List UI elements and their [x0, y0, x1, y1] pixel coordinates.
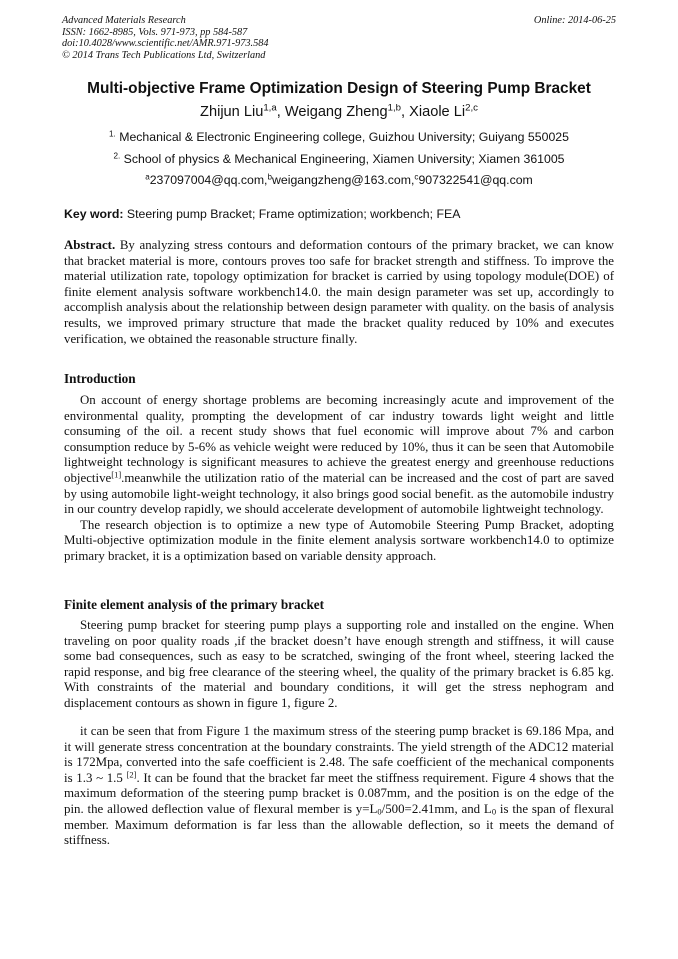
abstract: [64, 238, 614, 347]
journal-header: [62, 15, 616, 61]
introduction-body: [64, 393, 614, 565]
fea-paragraph-1: Steering pump bracket for steering pump plays a supporting role and installed on the engine. When traveling on poor quality roads ,if the bracket doesn’t have enough strength and stiffness, it will cause some bad consequences, such as easy to be scratched, swinging of the front wheel, steering lacked the rapid response, and big free clearance of the steering wheel, the quality of the primary bracket is 6.85 kg. With constraints of the material and boundary conditions, it will get the stress nephogram and displacement contours as shown in figure 1, figure 2.: [64, 618, 614, 710]
issn-line: ISSN: 1662-8985, Vols. 971-973, pp 584-587: [62, 26, 248, 38]
abstract-text: By analyzing stress contours and deformation contours of the primary bracket, we can know that bracket material is more, contours proves too safe for bracket strength and stiffness. To improve the material utilization rate, topology optimization for bracket is carried by using topology module(DOE) of finite element analysis software workbench14.0. the main design parameter was set up, accordingly to accomplish analysis about the relationship between design parameter with quality. on the basis of analysis results, we improved primary structure that made the bracket quality reduced by 10% and executes verification, we obtained the reasonable structure finally.: [64, 238, 614, 346]
email-list: [40, 173, 638, 187]
author-name: Zhijun Liu: [200, 104, 264, 120]
affiliation-2: $^{2.}$ School of physics & Mechanical Engineering, Xiamen University; Xiamen 361005: [113, 151, 565, 166]
journal-name: Advanced Materials Research: [62, 15, 186, 26]
author-affiliation-mark: 1,a: [263, 102, 277, 114]
author-name: Xiaole Li: [409, 104, 466, 120]
intro-paragraph-1: On account of energy shortage problems are becoming increasingly acute and improvement of the environmental quality, prompting the development of car industry towards light weight and little consuming of the oil. a recent study shows that fuel economic will improve about 7% and carbon consumption reduce by 5-6% as vehicle weight were reduced by 10%, thus it can be seen that Automobile lightweight technology is significant measures to achieve the greatest energy and greenhouse reductions objective[1].meanwhile the utilization ratio of the material can be increased and the cost of part are saved by using automobile light-weight technology, it also brings good social benefit. as the automobile industry in our country develop rapidly, we should accelerate development of automobile lightweight technology.: [64, 393, 614, 517]
keywords-line: [64, 207, 616, 221]
fea-body: [64, 618, 614, 712]
intro-paragraph-2: The research objection is to optimize a new type of Automobile Steering Pump Bracket, adopting Multi-objective optimization module in the finite element analysis sortware workbench14.0 to optimize primary bracket, it is a optimization based on variable density approach.: [64, 517, 614, 563]
affiliation-mark: 1.: [109, 129, 116, 139]
citation-ref[interactable]: [2]: [126, 769, 137, 780]
author-affiliation-mark: 1,b: [387, 102, 401, 114]
email-address[interactable]: 237097004@qq.com,: [149, 173, 268, 187]
online-date: Online: 2014-06-25: [533, 15, 616, 26]
author-affiliation-mark: 2,c: [465, 102, 478, 114]
affiliation-mark: 2.: [113, 151, 121, 161]
abstract-label: Abstract.: [64, 238, 116, 252]
keywords-label: Key word:: [64, 207, 124, 221]
fea-body-2: [64, 724, 614, 849]
copyright-line: © 2014 Trans Tech Publications Ltd, Switzerland: [62, 49, 266, 61]
author-separator: ,: [276, 104, 285, 120]
author-separator: ,: [401, 104, 410, 120]
keywords-text: Steering pump Bracket; Frame optimization; workbench; FEA: [123, 207, 461, 221]
section-heading-introduction: Introduction: [64, 371, 136, 386]
email-mark: a: [145, 172, 150, 182]
paper-title: Multi-objective Frame Optimization Design of Steering Pump Bracket: [87, 80, 591, 97]
fea-paragraph-2: it can be seen that from Figure 1 the maximum stress of the steering pump bracket is 69.186 Mpa, and it will generate stress concentration at the boundary constraints. The yield strength of the ADC12 material is 172Mpa, converted into the safe coefficient is 2.48. The safe coefficient of the mechanical components is 1.3 ~ 1.5 [2]. It can be found that the bracket far meet the stiffness requirement. Figure 4 shows that the maximum deformation of the steering pump bracket is 0.087mm, and the position is on the edge of the pin. the allowed deflection value of flexural member is $y=L_0/500=2.41mm$, and $L_0$ is the span of flexural member. Maximum deformation is far less than the allowable deflection, so it meets the demand of stiffness.: [64, 724, 614, 848]
email-mark: b: [267, 172, 272, 182]
author-list: [40, 104, 638, 120]
doi-line[interactable]: doi:10.4028/www.scientific.net/AMR.971-973.584: [62, 38, 269, 50]
email-address[interactable]: weigangzheng@163.com,: [272, 173, 415, 187]
citation-ref[interactable]: [1]: [111, 469, 122, 480]
email-address[interactable]: 907322541@qq.com: [418, 173, 533, 187]
section-heading-fea: Finite element analysis of the primary bracket: [64, 597, 325, 612]
author-name: Weigang Zheng: [284, 104, 388, 120]
affiliation-1: $^{1.}$ Mechanical & Electronic Engineering college, Guizhou University; Guiyang 550025: [109, 129, 569, 144]
email-mark: c: [414, 172, 419, 182]
